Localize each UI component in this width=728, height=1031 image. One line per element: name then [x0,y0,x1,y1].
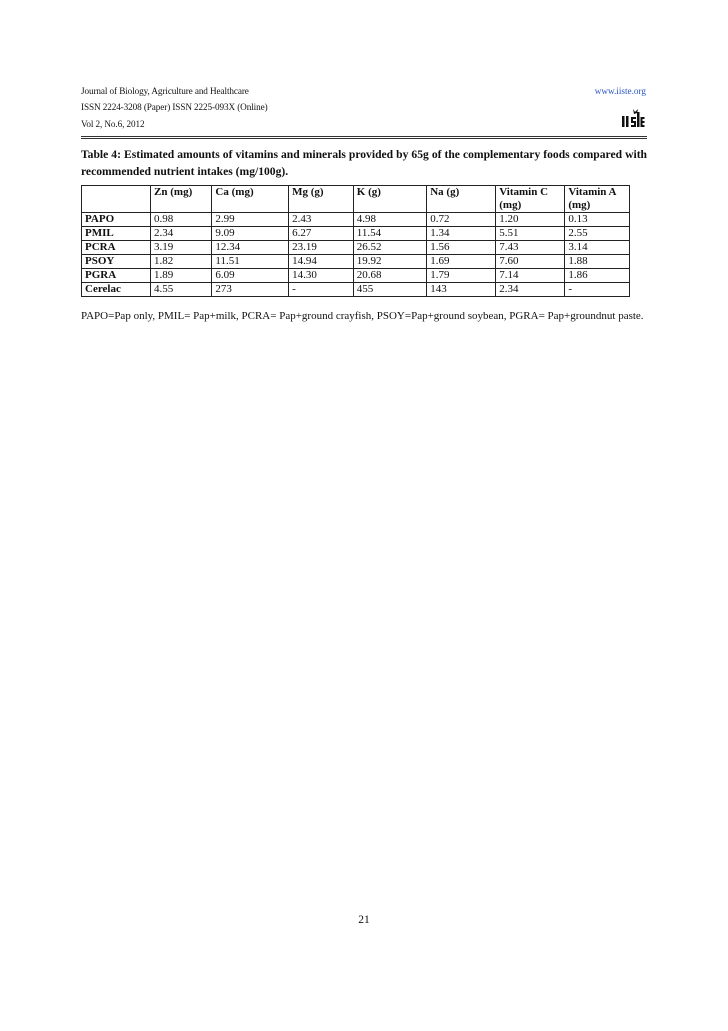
table-cell: 1.86 [565,269,630,283]
iiste-logo-icon [621,108,645,128]
table-cell: 1.89 [151,269,212,283]
table-cell: 1.88 [565,255,630,269]
table-cell: 2.99 [212,213,289,227]
table-cell: 2.34 [496,283,565,297]
row-label: PSOY [82,255,151,269]
page-number: 21 [358,914,370,926]
table-cell: 143 [427,283,496,297]
header-cell-na: Na (g) [427,186,496,213]
volume-line: Vol 2, No.6, 2012 [81,119,145,129]
table-cell: 3.19 [151,241,212,255]
table-cell: 11.54 [353,227,426,241]
table-row [82,283,630,297]
table-header-row [82,186,630,213]
table-cell: 7.60 [496,255,565,269]
table-cell: 4.98 [353,213,426,227]
table-cell: 1.69 [427,255,496,269]
table-cell: 0.98 [151,213,212,227]
table-cell: 6.27 [289,227,354,241]
table-cell: 9.09 [212,227,289,241]
table-cell: 14.30 [289,269,354,283]
table-cell: 1.82 [151,255,212,269]
table-cell: 1.56 [427,241,496,255]
website-link[interactable]: www.iiste.org [594,86,646,96]
header-cell-k: K (g) [353,186,426,213]
header-cell-vitamin-c: Vitamin C (mg) [496,186,565,213]
table-row [82,227,630,241]
header-cell-blank [82,186,151,213]
table-cell: 7.43 [496,241,565,255]
table-cell: 2.34 [151,227,212,241]
row-label: PCRA [82,241,151,255]
table-cell: 26.52 [353,241,426,255]
table-cell: - [289,283,354,297]
table-cell: 23.19 [289,241,354,255]
table-cell: 3.14 [565,241,630,255]
table-footnote: PAPO=Pap only, PMIL= Pap+milk, PCRA= Pap+ground crayfish, PSOY=Pap+ground soybean, PGRA= Pap+groundnut paste. [81,310,644,322]
table-cell: 14.94 [289,255,354,269]
table-cell: 0.13 [565,213,630,227]
row-label: PAPO [82,213,151,227]
table-caption: Table 4: Estimated amounts of vitamins and minerals provided by 65g of the complementary foods compared with recommended nutrient intakes (mg/100g). [81,148,647,178]
table-cell: 5.51 [496,227,565,241]
header-cell-zn: Zn (mg) [151,186,212,213]
header-cell-mg: Mg (g) [289,186,354,213]
nutrient-table [81,185,630,297]
table-cell: 6.09 [212,269,289,283]
journal-name: Journal of Biology, Agriculture and Healthcare [81,86,249,96]
table-cell: 0.72 [427,213,496,227]
header-rule-top [81,136,647,137]
issn-line: ISSN 2224-3208 (Paper) ISSN 2225-093X (Online) [81,102,268,112]
table-cell: 455 [353,283,426,297]
running-header [81,86,647,134]
row-label: PGRA [82,269,151,283]
table-cell: - [565,283,630,297]
table-cell: 2.55 [565,227,630,241]
header-rule-bottom [81,138,647,139]
table-row [82,255,630,269]
header-cell-ca: Ca (mg) [212,186,289,213]
table-cell: 20.68 [353,269,426,283]
row-label: Cerelac [82,283,151,297]
table-row [82,213,630,227]
table-cell: 4.55 [151,283,212,297]
table-cell: 1.79 [427,269,496,283]
table-cell: 11.51 [212,255,289,269]
table-cell: 2.43 [289,213,354,227]
table-cell: 1.20 [496,213,565,227]
table-row [82,241,630,255]
table-cell: 12.34 [212,241,289,255]
table-cell: 7.14 [496,269,565,283]
row-label: PMIL [82,227,151,241]
table-cell: 19.92 [353,255,426,269]
table-cell: 273 [212,283,289,297]
table-row [82,269,630,283]
header-cell-vitamin-a: Vitamin A (mg) [565,186,630,213]
table-cell: 1.34 [427,227,496,241]
